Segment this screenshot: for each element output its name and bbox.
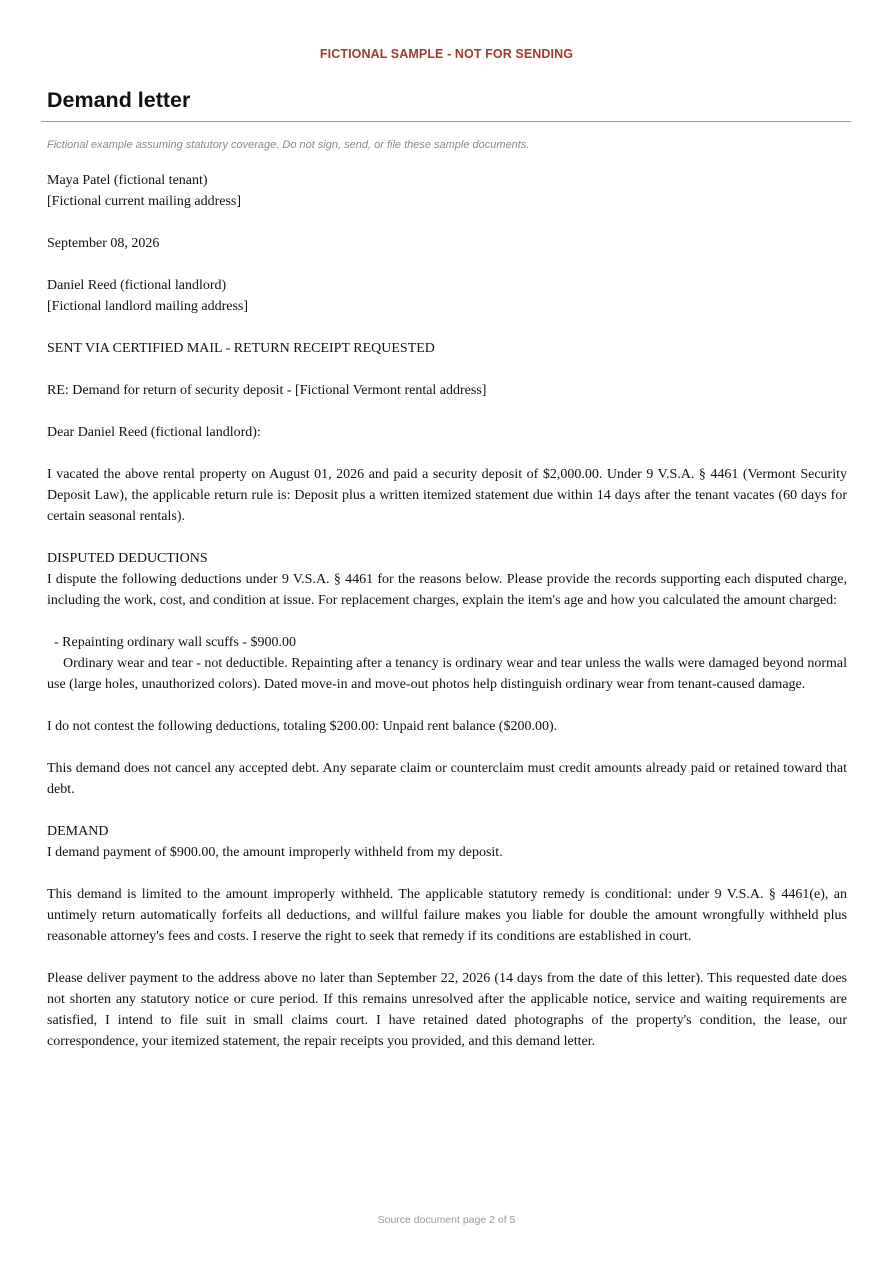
- uncontested-paragraph: I do not contest the following deductions, totaling $200.00: Unpaid rent balance ($200.00).: [47, 719, 558, 734]
- sender-address: [Fictional current mailing address]: [47, 194, 241, 209]
- salutation: Dear Daniel Reed (fictional landlord):: [47, 425, 261, 440]
- page-footer: Source document page 2 of 5: [377, 1214, 516, 1226]
- intro-paragraph: I vacated the above rental property on August 01, 2026 and paid a security deposit of $2,000.00. Under 9 V.S.A. § 4461 (Vermont Security Deposit Law), the applicable return rule is: Deposit plus a written itemized statement due within 14 days after the tenant vacates (60 days for certain seasonal rentals).: [47, 467, 847, 524]
- letter-date: September 08, 2026: [47, 236, 160, 251]
- recipient-block: [47, 275, 847, 317]
- sample-banner: FICTIONAL SAMPLE - NOT FOR SENDING: [319, 47, 574, 61]
- delivery-method: SENT VIA CERTIFIED MAIL - RETURN RECEIPT REQUESTED: [47, 341, 435, 356]
- deduction-item-text: Ordinary wear and tear - not deductible. Repainting after a tenancy is ordinary wear and tear unless the walls were damaged beyond normal use (large holes, unauthorized colors). Dated move-in and move-out photos help distinguish ordinary wear from tenant-caused damage.: [47, 656, 847, 692]
- page-title: Demand letter: [47, 88, 191, 112]
- letter-body: [47, 170, 847, 1052]
- deduction-item-head: - Repainting ordinary wall scuffs - $900.00: [54, 635, 296, 650]
- recipient-address: [Fictional landlord mailing address]: [47, 299, 249, 314]
- sender-block: [47, 170, 847, 212]
- disputed-text: I dispute the following deductions under 9 V.S.A. § 4461 for the reasons below. Please provide the records supporting each disputed charge, including the work, cost, and condition at issue. For replacement charges, explain the item's age and how you calculated the amount charged:: [47, 572, 847, 608]
- demand-section: [47, 821, 847, 863]
- title-divider: [41, 121, 851, 122]
- sender-name: Maya Patel (fictional tenant): [47, 173, 208, 188]
- disputed-heading: DISPUTED DEDUCTIONS: [47, 551, 208, 566]
- closing-paragraph: Please deliver payment to the address above no later than September 22, 2026 (14 days from the date of this letter). This requested date does not shorten any statutory notice or cure period. If this remains unresolved after the applicable notice, service and waiting requirements are satisfied, I intend to file suit in small claims court. I have retained dated photographs of the property's condition, the lease, our correspondence, your itemized statement, the repair receipts you provided, and this demand letter.: [47, 971, 847, 1049]
- disputed-section: [47, 548, 847, 611]
- demand-text: I demand payment of $900.00, the amount improperly withheld from my deposit.: [47, 845, 503, 860]
- debt-paragraph: This demand does not cancel any accepted debt. Any separate claim or counterclaim must credit amounts already paid or retained toward that debt.: [47, 761, 847, 797]
- demand-heading: DEMAND: [47, 824, 109, 839]
- remedy-paragraph: This demand is limited to the amount improperly withheld. The applicable statutory remedy is conditional: under 9 V.S.A. § 4461(e), an untimely return automatically forfeits all deductions, and willful failure makes you liable for double the amount wrongfully withheld plus reasonable attorney's fees and costs. I reserve the right to seek that remedy if its conditions are established in court.: [47, 887, 847, 944]
- recipient-name: Daniel Reed (fictional landlord): [47, 278, 227, 293]
- subject-line: RE: Demand for return of security deposit - [Fictional Vermont rental address]: [47, 383, 487, 398]
- disclaimer-note: Fictional example assuming statutory coverage. Do not sign, send, or file these sample documents.: [47, 139, 530, 151]
- list-item: [47, 632, 847, 695]
